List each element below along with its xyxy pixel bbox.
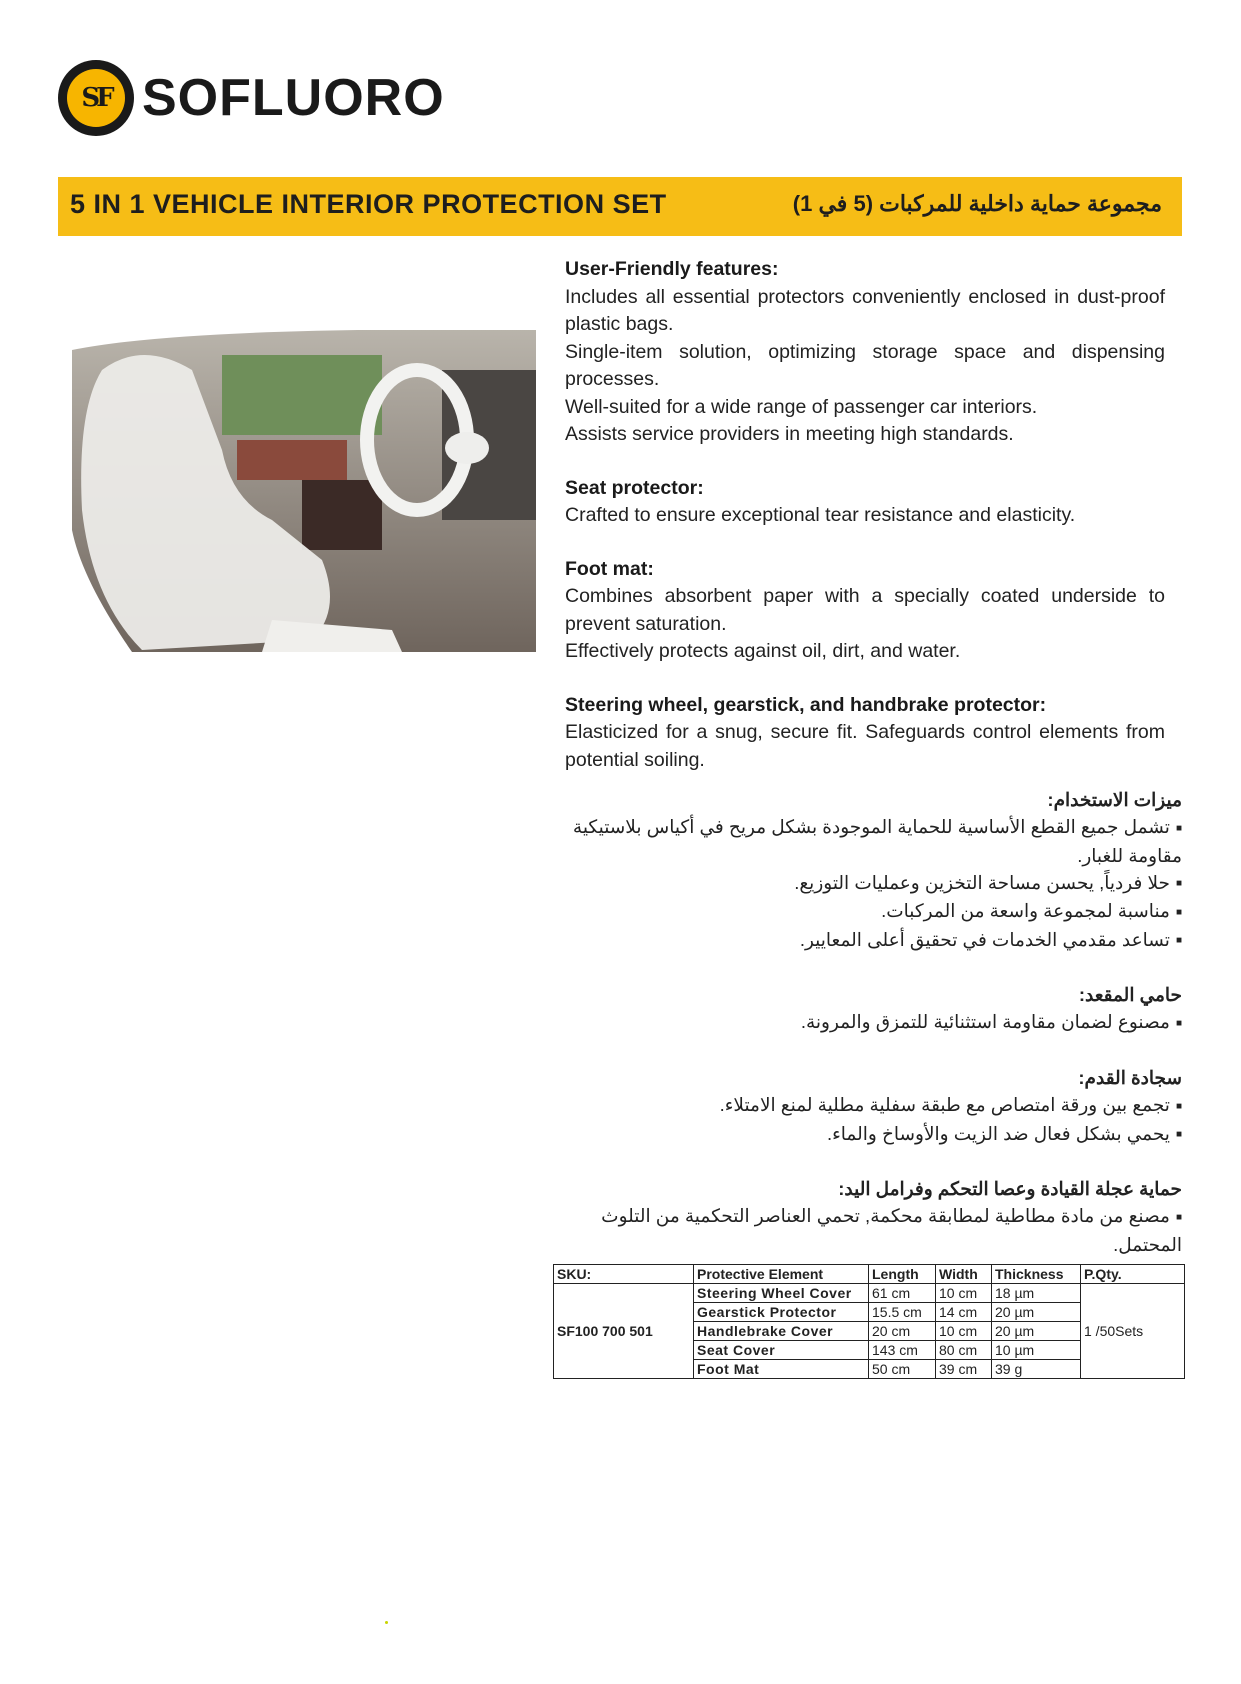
logo-monogram-text: SF [67, 69, 125, 127]
header-element: Protective Element [694, 1265, 869, 1284]
product-photo [72, 330, 536, 652]
element-cell: Seat Cover [694, 1341, 869, 1360]
ar-bullet-text: حلا فردياً, يحسن مساحة التخزين وعمليات التوزيع. [794, 871, 1170, 893]
length-cell: 50 cm [869, 1360, 936, 1379]
section-line: Combines absorbent paper with a specially coated underside to prevent saturation. [565, 585, 1165, 635]
ar-bullet [565, 869, 1182, 898]
spec-table [553, 1264, 1185, 1379]
ar-bullet-text: يحمي بشكل فعال ضد الزيت والأوساخ والماء. [826, 1122, 1170, 1144]
thickness-cell: 39 g [992, 1360, 1081, 1379]
bullet-icon: ■ [1175, 1018, 1182, 1030]
ar-section-heading: سجادة القدم: [1078, 1067, 1182, 1089]
header-pqty: P.Qty. [1081, 1265, 1185, 1284]
ar-section-heading: حامي المقعد: [1078, 984, 1182, 1006]
pqty-cell: 1 /50Sets [1081, 1284, 1185, 1379]
width-cell: 10 cm [936, 1284, 992, 1303]
ar-bullet-text: تشمل جميع القطع الأساسية للحماية الموجودة بشكل مريح في أكياس بلاستيكية مقاومة للغبار. [572, 816, 1182, 866]
section-heading: Foot mat: [565, 557, 654, 580]
section-line: Well-suited for a wide range of passenger car interiors. [565, 395, 1038, 418]
section-line: Elasticized for a snug, secure fit. Safeguards control elements from potential soiling. [565, 721, 1165, 771]
table-row [554, 1284, 1185, 1303]
ar-bullet [565, 1091, 1182, 1120]
section-heading: Seat protector: [565, 476, 704, 499]
english-description [565, 256, 1165, 800]
ar-bullet [565, 897, 1182, 926]
thickness-cell: 20 µm [992, 1322, 1081, 1341]
ar-section-heading: ميزات الاستخدام: [1047, 789, 1182, 810]
bullet-icon: ■ [1175, 822, 1182, 834]
title-arabic: مجموعة حماية داخلية للمركبات (5 في 1) [792, 191, 1162, 216]
section-line: Effectively protects against oil, dirt, and water. [565, 640, 961, 662]
width-cell: 80 cm [936, 1341, 992, 1360]
ar-bullet-text: مناسبة لمجموعة واسعة من المركبات. [881, 900, 1170, 922]
ar-bullet-text: مصنوع لضمان مقاومة استثنائية للتمزق والمرونة. [800, 1011, 1170, 1033]
section-heading: User-Friendly features: [565, 258, 779, 280]
ar-section-steering [565, 1175, 1182, 1258]
section-line: Assists service providers in meeting high standards. [565, 423, 1014, 445]
width-cell: 39 cm [936, 1360, 992, 1379]
brand-name: SOFLUORO [142, 69, 445, 127]
thickness-cell: 20 µm [992, 1303, 1081, 1322]
ar-section-heading: حماية عجلة القيادة وعصا التحكم وفرامل اليد: [838, 1178, 1182, 1200]
bullet-icon: ■ [1175, 906, 1182, 918]
ar-section-usage [565, 786, 1182, 954]
section-line: Includes all essential protectors conveniently enclosed in dust-proof plastic bags. [565, 285, 1165, 335]
header-sku: SKU: [554, 1265, 694, 1284]
title-english: 5 IN 1 VEHICLE INTERIOR PROTECTION SET [70, 189, 667, 219]
section-heading: Steering wheel, gearstick, and handbrake protector: [565, 693, 1047, 716]
bullet-icon: ■ [1175, 1211, 1182, 1223]
section-user-friendly [565, 256, 1165, 449]
length-cell: 15.5 cm [869, 1303, 936, 1322]
header-thickness: Thickness [992, 1265, 1081, 1284]
element-cell: Gearstick Protector [694, 1303, 869, 1322]
bullet-icon: ■ [1175, 1129, 1182, 1141]
length-cell: 20 cm [869, 1322, 936, 1341]
width-cell: 10 cm [936, 1322, 992, 1341]
logo-monogram-icon [58, 60, 134, 136]
width-cell: 14 cm [936, 1303, 992, 1322]
title-banner [58, 177, 1182, 236]
ar-bullet-text: تجمع بين ورقة امتصاص مع طبقة سفلية مطلية لمنع الامتلاء. [719, 1094, 1170, 1116]
section-steering-protector [565, 692, 1165, 775]
section-seat-protector [565, 475, 1165, 530]
sku-cell: SF100 700 501 [554, 1284, 694, 1379]
header-width: Width [936, 1265, 992, 1284]
length-cell: 143 cm [869, 1341, 936, 1360]
element-cell: Handlebrake Cover [694, 1322, 869, 1341]
door-panel [237, 440, 347, 480]
section-line: Crafted to ensure exceptional tear resistance and elasticity. [565, 504, 1076, 526]
brand-logo [58, 58, 445, 138]
ar-bullet-text: تساعد مقدمي الخدمات في تحقيق أعلى المعايير. [799, 928, 1170, 950]
ar-section-seat [565, 981, 1182, 1037]
element-cell: Steering Wheel Cover [694, 1284, 869, 1303]
footwell [302, 480, 382, 550]
section-foot-mat [565, 556, 1165, 666]
length-cell: 61 cm [869, 1284, 936, 1303]
gearstick-protector [445, 432, 489, 464]
bullet-icon: ■ [1175, 1100, 1182, 1112]
header-length: Length [869, 1265, 936, 1284]
ar-bullet [565, 1202, 1182, 1258]
ar-bullet [565, 1120, 1182, 1149]
ar-bullet [565, 926, 1182, 955]
bullet-icon: ■ [1175, 935, 1182, 947]
thickness-cell: 10 µm [992, 1341, 1081, 1360]
thickness-cell: 18 µm [992, 1284, 1081, 1303]
ar-bullet [565, 1008, 1182, 1037]
ar-section-foot-mat [565, 1064, 1182, 1148]
window-view [222, 355, 382, 435]
ar-bullet-text: مصنع من مادة مطاطية لمطابقة محكمة, تحمي العناصر التحكمية من التلوث المحتمل. [601, 1205, 1182, 1255]
decorative-dot [385, 1621, 388, 1624]
ar-bullet [565, 813, 1182, 869]
arabic-description [565, 786, 1182, 1285]
bullet-icon: ■ [1175, 878, 1182, 890]
section-line: Single-item solution, optimizing storage space and dispensing processes. [565, 340, 1165, 390]
element-cell: Foot Mat [694, 1360, 869, 1379]
table-header-row [554, 1265, 1185, 1284]
